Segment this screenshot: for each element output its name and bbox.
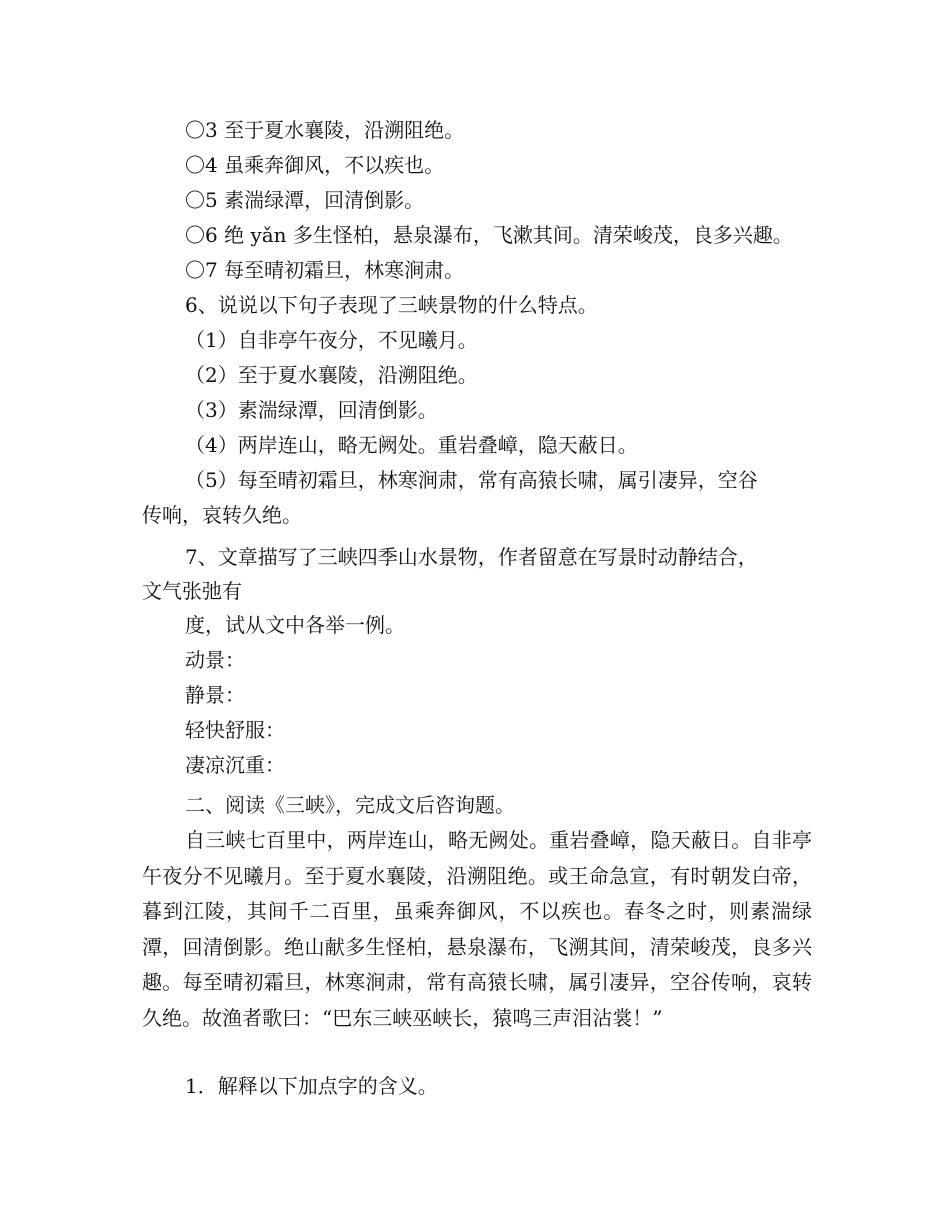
question-7-continued: 度，试从文中各举一例。 [185,613,405,637]
question-6: 6、说说以下句子表现了三峡景物的什么特点。 [185,293,598,317]
text-line: 〇5 素湍绿潭，回清倒影。 [185,188,425,212]
question-6-item-5-continued: 传响，哀转久绝。 [142,503,302,527]
question-1: 1．解释以下加点字的含义。 [185,1074,438,1098]
text-line: 〇6 绝 yǎn 多生怪柏，悬泉瀑布，飞漱其间。清荣峻茂，良多兴趣。 [185,223,793,247]
question-7: 7、文章描写了三峡四季山水景物，作者留意在写景时动静结合， [185,545,758,569]
question-7-continued: 文气张弛有 [142,579,242,603]
question-6-item-1: （1）自非亭午夜分，不见曦月。 [185,328,478,352]
answer-label-static: 静景： [185,683,245,707]
text-line: 〇7 每至晴初霜旦，林寒涧肃。 [185,258,465,282]
text-line: 〇4 虽乘奔御风，不以疾也。 [185,153,445,177]
question-6-item-3: （3）素湍绿潭，回清倒影。 [185,398,438,422]
question-6-item-5: （5）每至晴初霜旦，林寒涧肃，常有高猿长啸，属引凄异，空谷 [185,468,758,492]
text-line: 〇3 至于夏水襄陵，沿溯阻绝。 [185,118,465,142]
section-heading: 二、阅读《三峡》，完成文后咨询题。 [185,793,515,817]
reading-passage: 自三峡七百里中，两岸连山，略无阙处。重岩叠嶂，隐天蔽日。自非亭午夜分不见曦月。至于夏水襄陵，沿溯阻绝。或王命急宣，有时朝发白帝，暮到江陵，其间千二百里，虽乘奔御风，不以疾也。春冬之时，则素湍绿潭，回清倒影。绝山献多生怪柏，悬泉瀑布，飞溯其间，清荣峻茂，良多兴趣。每至晴初霜旦，林寒涧肃，常有高猿长啸，属引凄异，空谷传响，哀转久绝。故渔者歌曰：“巴东三峡巫峡长，猿鸣三声泪沾裳！” [142,828,812,1030]
question-6-item-2: （2）至于夏水襄陵，沿溯阻绝。 [185,363,478,387]
answer-label-dynamic: 动景： [185,648,245,672]
answer-label-light: 轻快舒服： [185,718,285,742]
question-6-item-4: （4）两岸连山，略无阙处。重岩叠嶂，隐天蔽日。 [185,433,638,457]
answer-label-sad: 凄凉沉重： [185,753,285,777]
